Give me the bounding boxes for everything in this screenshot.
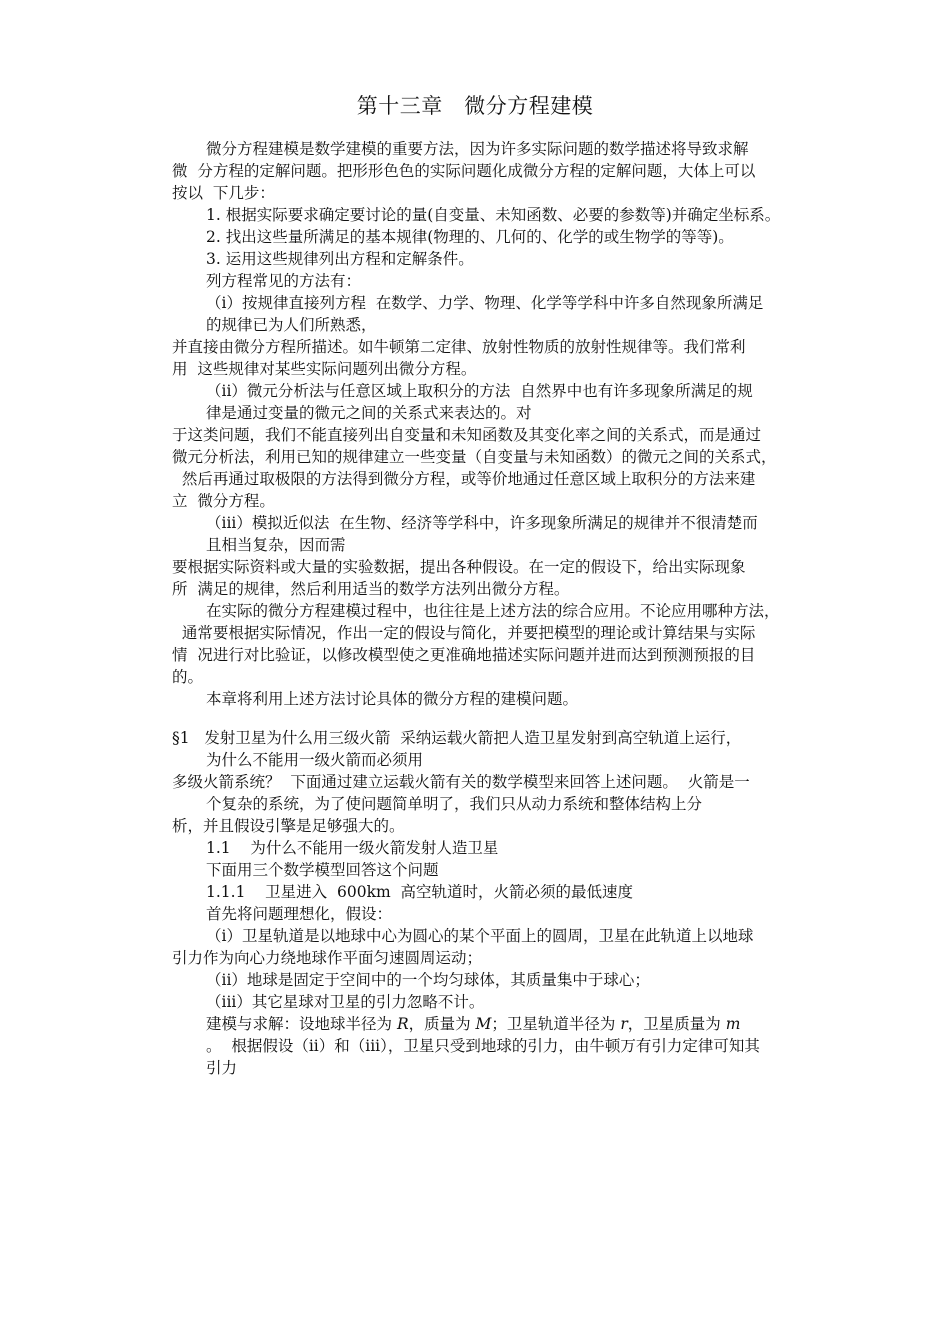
text-line: （ii）微元分析法与任意区域上取积分的方法 自然界中也有许多现象所满足的规 [206, 382, 753, 400]
text-line: 按以 下几步： [172, 184, 275, 202]
text-line: 本章将利用上述方法讨论具体的微分方程的建模问题。 [206, 690, 579, 708]
text-line: 于这类问题，我们不能直接列出自变量和未知函数及其变化率之间的关系式，而是通过 [172, 426, 762, 444]
text-line: 下面用三个数学模型回答这个问题 [206, 861, 439, 879]
var-M: M [475, 1015, 492, 1033]
text-line: 3. 运用这些规律列出方程和定解条件。 [206, 250, 474, 268]
text-line: 所 满足的规律，然后利用适当的数学方法列出微分方程。 [172, 580, 570, 598]
text-line: 通常要根据实际情况，作出一定的假设与简化，并要把模型的理论或计算结果与实际 [172, 624, 756, 642]
text-line: 引力 [206, 1059, 238, 1077]
text-line: 微元分析法，利用已知的规律建立一些变量（自变量与未知函数）的微元之间的关系式， [172, 448, 777, 466]
text-line: （i）卫星轨道是以地球中心为圆心的某个平面上的圆周，卫星在此轨道上以地球 [206, 927, 754, 945]
text-line: 然后再通过取极限的方法得到微分方程，或等价地通过任意区域上取积分的方法来建 [172, 470, 756, 488]
subsubsection-heading: 1.1.1 卫星进入 600km 高空轨道时，火箭必须的最低速度 [206, 883, 634, 901]
text-line: 律是通过变量的微元之间的关系式来表达的。对 [206, 404, 532, 422]
text-line: （ii）地球是固定于空间中的一个均匀球体，其质量集中于球心； [206, 971, 650, 989]
text-line: 情 况进行对比验证，以修改模型使之更准确地描述实际问题并进而达到预测预报的目 [172, 646, 756, 664]
text-line: 列方程常见的方法有： [206, 272, 362, 290]
text-line: 并直接由微分方程所描述。如牛顿第二定律、放射性物质的放射性规律等。我们常利 [172, 338, 746, 356]
model-text-4: ，卫星质量为 [627, 1015, 726, 1033]
text-line: 。 根据假设（ii）和（iii），卫星只受到地球的引力，由牛顿万有引力定律可知其 [206, 1037, 760, 1055]
text-line: （iii）模拟近似法 在生物、经济等学科中，许多现象所满足的规律并不很清楚而 [206, 514, 758, 532]
chapter-title: 第十三章 微分方程建模 [356, 94, 594, 118]
text-line: 的。 [172, 668, 204, 686]
text-line: 析，并且假设引擎是足够强大的。 [172, 817, 405, 835]
var-r: r [620, 1015, 628, 1033]
text-line: 首先将问题理想化，假设： [206, 905, 393, 923]
text-line: 用 这些规律对某些实际问题列出微分方程。 [172, 360, 477, 378]
subsection-heading: 1.1 为什么不能用一级火箭发射人造卫星 [206, 839, 499, 857]
text-line: 多级火箭系统？ 下面通过建立运载火箭有关的数学模型来回答上述问题。 火箭是一 [172, 773, 750, 791]
var-R: R [396, 1015, 409, 1033]
text-line: 引力作为向心力绕地球作平面匀速圆周运动； [172, 949, 483, 967]
text-line: 1. 根据实际要求确定要讨论的量(自变量、未知函数、必要的参数等)并确定坐标系。 [206, 206, 781, 224]
section-heading: §1 发射卫星为什么用三级火箭 采纳运载火箭把人造卫星发射到高空轨道上运行， [172, 729, 742, 747]
text-line: 2. 找出这些量所满足的基本规律(物理的、几何的、化学的或生物学的等等)。 [206, 228, 734, 246]
text-line: 要根据实际资料或大量的实验数据，提出各种假设。在一定的假设下，给出实际现象 [172, 558, 746, 576]
text-line: （iii）其它星球对卫星的引力忽略不计。 [206, 993, 485, 1011]
text-line: 立 微分方程。 [172, 492, 275, 510]
text-line: 的规律已为人们所熟悉， [206, 316, 377, 334]
text-line: 为什么不能用一级火箭而必须用 [206, 751, 424, 769]
model-text-1: 建模与求解：设地球半径为 [206, 1015, 397, 1033]
model-text-2: ，质量为 [408, 1015, 476, 1033]
var-m: m [725, 1015, 741, 1033]
model-line [206, 1013, 740, 1035]
model-text-3: ；卫星轨道半径为 [491, 1015, 621, 1033]
text-line: 微 分方程的定解问题。把形形色色的实际问题化成微分方程的定解问题，大体上可以 [172, 162, 756, 180]
text-line: 微分方程建模是数学建模的重要方法，因为许多实际问题的数学描述将导致求解 [206, 140, 749, 158]
text-line: 且相当复杂，因而需 [206, 536, 346, 554]
text-line: （i）按规律直接列方程 在数学、力学、物理、化学等学科中许多自然现象所满足 [206, 294, 764, 312]
text-line: 个复杂的系统，为了使问题简单明了，我们只从动力系统和整体结构上分 [206, 795, 703, 813]
text-line: 在实际的微分方程建模过程中，也往往是上述方法的综合应用。不论应用哪种方法， [206, 602, 780, 620]
